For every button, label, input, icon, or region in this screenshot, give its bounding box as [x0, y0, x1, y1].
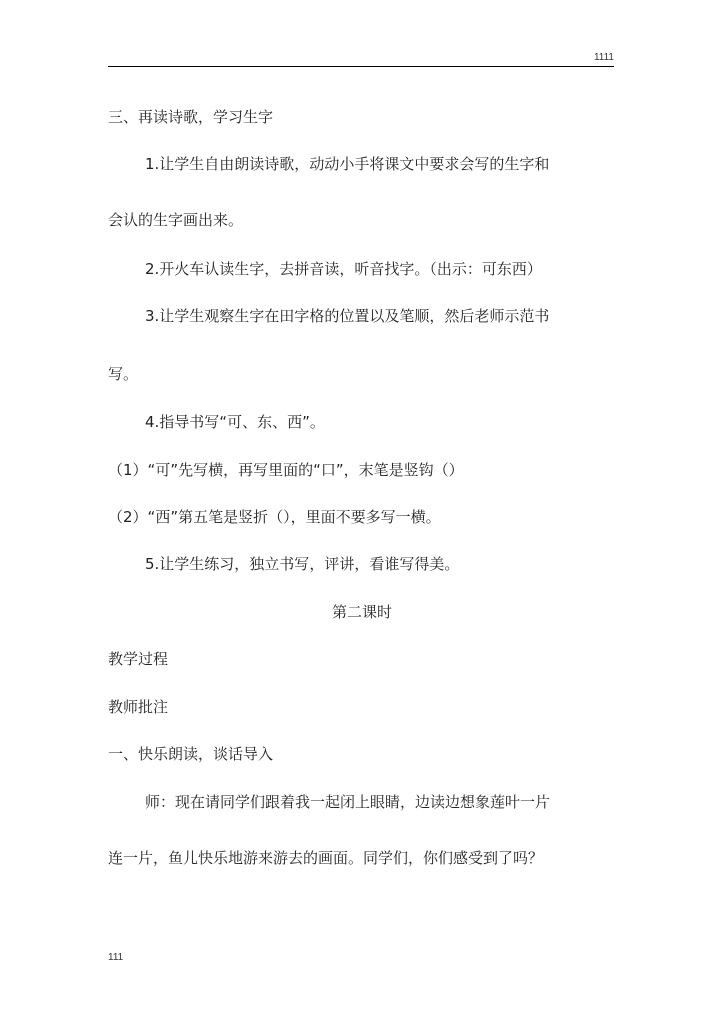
header-rule	[108, 66, 614, 67]
item1-line2: 会认的生字画出来。	[108, 211, 244, 229]
item2: 2.开火车认读生字，去拼音读，听音找字。（出示：可东西）	[145, 260, 542, 278]
item1-line1: 1.让学生自由朗读诗歌，动动小手将课文中要求会写的生字和	[145, 155, 550, 173]
header-page-number: 1111	[593, 52, 614, 63]
section3-heading: 三、再读诗歌，学习生字	[108, 108, 274, 126]
lesson2-title: 第二课时	[331, 603, 392, 621]
item4: 4.指导书写“可、东、西”。	[145, 413, 325, 431]
process-heading: 教学过程	[108, 650, 169, 668]
footer-page-number: 111	[108, 952, 124, 963]
item3-line2: 写。	[108, 365, 139, 383]
item3-line1: 3.让学生观察生字在田字格的位置以及笔顺，然后老师示范书	[145, 307, 550, 325]
section1-heading: 一、快乐朗读，谈话导入	[108, 745, 274, 763]
sub-item-2: （2）“西”第五笔是竖折（），里面不要多写一横。	[108, 508, 441, 526]
teacher-line1: 师：现在请同学们跟着我一起闭上眼睛，边读边想象莲叶一片	[145, 793, 551, 811]
item5: 5.让学生练习，独立书写，评讲，看谁写得美。	[145, 555, 460, 573]
teacher-line2: 连一片，鱼儿快乐地游来游去的画面。同学们，你们感受到了吗？	[108, 849, 544, 867]
notes-heading: 教师批注	[108, 698, 169, 716]
sub-item-1: （1）“可”先写横，再写里面的“口”，末笔是竖钩（）	[108, 461, 464, 479]
